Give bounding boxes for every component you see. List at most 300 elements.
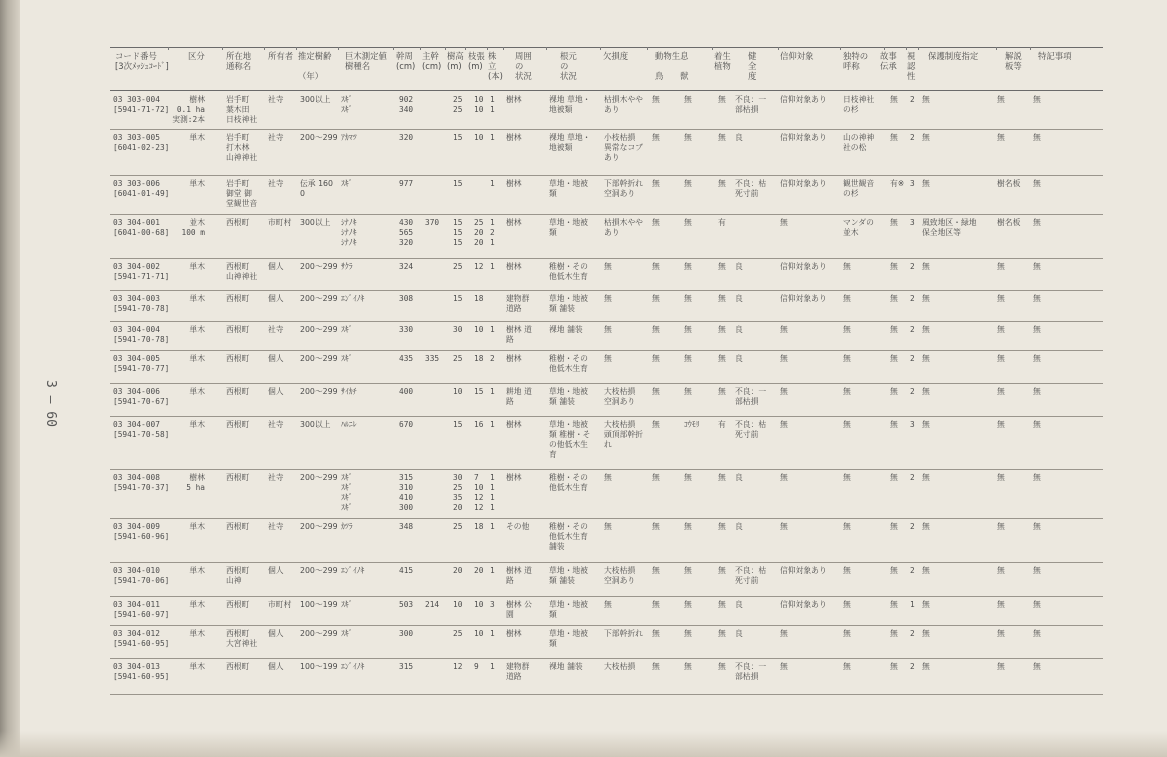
row-divider	[110, 214, 1103, 215]
cell-location: 西根町	[226, 522, 250, 531]
cell-location: 岩手町 御堂 御 堂観世音	[226, 179, 258, 208]
cell-epi: 無	[718, 662, 726, 671]
cell-bird: 無	[652, 473, 660, 482]
cell-owner: 個人	[268, 262, 284, 271]
cell-uname: 無	[843, 522, 851, 531]
cell-girth: 300	[399, 629, 414, 638]
cell-prot: 無	[922, 294, 930, 303]
cell-epi: 無	[718, 294, 726, 303]
cell-age: 200～299	[300, 566, 338, 575]
cell-age: 200～299	[300, 629, 338, 638]
cell-notes: 無	[1033, 354, 1041, 363]
cell-legend: 無	[890, 133, 898, 142]
cell-spread: 18	[474, 522, 484, 531]
row-divider	[110, 469, 1103, 470]
cell-surround: 樹林	[506, 95, 522, 104]
cell-prot: 風致地区・緑地 保全地区等	[922, 218, 977, 237]
cell-stock: 1 2 1	[490, 218, 495, 247]
cell-beast: 無	[684, 325, 692, 334]
cell-sign: 無	[997, 600, 1005, 609]
cell-prot: 無	[922, 262, 930, 271]
cell-surround: 樹林	[506, 218, 522, 227]
cell-bird: 無	[652, 566, 660, 575]
cell-damage: 無	[604, 354, 612, 363]
cell-height: 10	[453, 387, 463, 396]
cell-age: 200～299	[300, 473, 338, 482]
cell-faith: 信仰対象あり	[780, 179, 827, 188]
cell-owner: 社寺	[268, 522, 284, 531]
cell-age: 100～199	[300, 600, 338, 609]
cell-beast: 無	[684, 522, 692, 531]
cell-visual: 3	[910, 179, 915, 188]
column-divider	[503, 47, 504, 50]
cell-uname: 無	[843, 387, 851, 396]
cell-sign: 無	[997, 354, 1005, 363]
cell-sign: 無	[997, 473, 1005, 482]
cell-prot: 無	[922, 473, 930, 482]
column-divider	[168, 47, 169, 50]
cell-spread: 25 20 20	[474, 218, 484, 247]
cell-height: 15	[453, 294, 463, 303]
column-divider	[393, 47, 394, 50]
column-divider	[296, 47, 297, 50]
cell-surround: 耕地 道 路	[506, 387, 532, 406]
cell-spread: 18	[474, 354, 484, 363]
cell-owner: 個人	[268, 294, 284, 303]
cell-root: 稚樹・その 他低木生育 舗装	[549, 522, 588, 551]
page-number: 3 — 60	[43, 380, 58, 427]
cell-legend: 無	[890, 218, 898, 227]
header-top-rule	[110, 47, 1103, 48]
cell-health: 良	[735, 600, 743, 609]
cell-damage: 枯損木やや あり	[604, 95, 643, 114]
cell-height: 25	[453, 629, 463, 638]
cell-stock: 1	[490, 133, 495, 142]
cell-height: 15	[453, 420, 463, 429]
cell-visual: 2	[910, 95, 915, 104]
cell-uname: 無	[843, 473, 851, 482]
cell-epi: 有	[718, 218, 726, 227]
cell-girth: 902 340	[399, 95, 414, 114]
cell-kubun: 単木	[189, 600, 205, 609]
cell-beast: 無	[684, 218, 692, 227]
cell-age: 200～299	[300, 294, 338, 303]
cell-sign: 樹名板	[997, 179, 1021, 188]
cell-health: 不良：一 部枯損	[735, 95, 767, 114]
cell-damage: 枯損木やや あり	[604, 218, 643, 237]
cell-age: 200～299	[300, 262, 338, 271]
cell-girth: 330	[399, 325, 414, 334]
cell-epi: 有	[718, 420, 726, 429]
cell-species: ﾊﾙﾆﾚ	[341, 420, 357, 429]
cell-visual: 2	[910, 294, 915, 303]
cell-epi: 無	[718, 629, 726, 638]
cell-beast: 無	[684, 387, 692, 396]
header-species: 巨木測定値 樹種名	[345, 51, 387, 71]
cell-kubun: 並木 100 m	[181, 218, 205, 237]
cell-notes: 無	[1033, 95, 1041, 104]
cell-damage: 大枝枯損	[604, 662, 636, 671]
row-divider	[110, 518, 1103, 519]
cell-beast: 無	[684, 294, 692, 303]
cell-root: 裸地 草地・ 地被類	[549, 95, 591, 114]
cell-faith: 無	[780, 354, 788, 363]
cell-visual: 2	[910, 325, 915, 334]
cell-beast: 無	[684, 662, 692, 671]
cell-main: 335	[425, 354, 440, 363]
cell-age: 200～299	[300, 354, 338, 363]
cell-notes: 無	[1033, 662, 1041, 671]
header-signboard: 解説 板等	[1005, 51, 1022, 71]
cell-owner: 個人	[268, 629, 284, 638]
cell-owner: 社寺	[268, 420, 284, 429]
cell-uname: 無	[843, 354, 851, 363]
cell-code: 03 304-002 [5941-71-71]	[113, 262, 170, 281]
cell-location: 西根町	[226, 387, 250, 396]
cell-prot: 無	[922, 354, 930, 363]
cell-location: 西根町	[226, 325, 250, 334]
cell-main: 370	[425, 218, 440, 227]
cell-kubun: 単木	[189, 566, 205, 575]
cell-health: 不良：枯 死寸前	[735, 420, 767, 439]
cell-stock: 1	[490, 629, 495, 638]
column-divider	[918, 47, 919, 50]
cell-height: 30	[453, 325, 463, 334]
cell-legend: 無	[890, 387, 898, 396]
cell-kubun: 単木	[189, 262, 205, 271]
header-girth: 幹周 (cm)	[396, 51, 416, 71]
cell-species: ｻｸﾗ	[341, 262, 353, 271]
cell-code: 03 304-011 [5941-60-97]	[113, 600, 170, 619]
cell-bird: 無	[652, 387, 660, 396]
cell-legend: 無	[890, 354, 898, 363]
cell-owner: 市町村	[268, 600, 292, 609]
row-divider	[110, 129, 1103, 130]
column-divider	[1030, 47, 1031, 50]
cell-spread: 20	[474, 566, 484, 575]
cell-owner: 社寺	[268, 133, 284, 142]
cell-faith: 無	[780, 662, 788, 671]
column-divider	[712, 47, 713, 50]
cell-sign: 樹名板	[997, 218, 1021, 227]
cell-faith: 無	[780, 473, 788, 482]
cell-code: 03 304-006 [5941-70-67]	[113, 387, 170, 406]
cell-notes: 無	[1033, 600, 1041, 609]
cell-damage: 小枝枯損 異常なコブ あり	[604, 133, 643, 162]
header-kubun: 区分	[188, 51, 205, 61]
header-root: 根元 の 状況	[560, 51, 577, 81]
cell-root: 草地・地被 類 舗装	[549, 566, 588, 585]
cell-legend: 無	[890, 629, 898, 638]
cell-spread: 15	[474, 387, 484, 396]
cell-spread: 12	[474, 262, 484, 271]
cell-visual: 1	[910, 600, 915, 609]
cell-root: 稚樹・その 他低木生育	[549, 354, 588, 373]
cell-prot: 無	[922, 133, 930, 142]
cell-girth: 324	[399, 262, 414, 271]
cell-height: 12	[453, 662, 463, 671]
row-divider	[110, 321, 1103, 322]
cell-girth: 348	[399, 522, 414, 531]
header-bottom-rule	[110, 90, 1103, 91]
cell-surround: 樹林	[506, 420, 522, 429]
cell-height: 25	[453, 262, 463, 271]
cell-girth: 400	[399, 387, 414, 396]
cell-sign: 無	[997, 133, 1005, 142]
cell-kubun: 単木	[189, 179, 205, 188]
cell-age: 200～299	[300, 133, 338, 142]
cell-surround: 樹林	[506, 629, 522, 638]
cell-beast: 無	[684, 354, 692, 363]
cell-girth: 320	[399, 133, 414, 142]
cell-faith: 無	[780, 387, 788, 396]
cell-bird: 無	[652, 262, 660, 271]
cell-owner: 市町村	[268, 218, 292, 227]
header-visual: 視 認 性	[907, 51, 916, 81]
cell-legend: 無	[890, 325, 898, 334]
cell-code: 03 304-010 [5941-70-06]	[113, 566, 170, 585]
cell-prot: 無	[922, 420, 930, 429]
cell-surround: 樹林 道 路	[506, 325, 532, 344]
cell-epi: 無	[718, 522, 726, 531]
row-divider	[110, 175, 1103, 176]
cell-legend: 有※	[890, 179, 905, 188]
cell-age: 300以上	[300, 420, 331, 429]
cell-root: 裸地 舗装	[549, 662, 583, 671]
cell-species: ｽｷﾞ	[341, 354, 353, 363]
cell-girth: 503	[399, 600, 414, 609]
cell-kubun: 単木	[189, 133, 205, 142]
cell-sign: 無	[997, 566, 1005, 575]
cell-health: 不良：一 部枯損	[735, 662, 767, 681]
cell-uname: 無	[843, 662, 851, 671]
cell-stock: 1	[490, 387, 495, 396]
cell-location: 西根町 大宮神社	[226, 629, 258, 648]
cell-code: 03 303-005 [6041-02-23]	[113, 133, 170, 152]
column-divider	[996, 47, 997, 50]
cell-age: 伝承 160 0	[300, 179, 333, 198]
cell-height: 25	[453, 354, 463, 363]
cell-surround: その他	[506, 522, 530, 531]
cell-prot: 無	[922, 662, 930, 671]
cell-root: 稚樹・その 他低木生育	[549, 262, 588, 281]
cell-health: 良	[735, 133, 743, 142]
cell-spread: 9	[474, 662, 479, 671]
cell-owner: 社寺	[268, 473, 284, 482]
cell-prot: 無	[922, 522, 930, 531]
cell-root: 稚樹・その 他低木生育	[549, 473, 588, 492]
cell-health: 良	[735, 522, 743, 531]
cell-location: 西根町 山神	[226, 566, 250, 585]
cell-visual: 2	[910, 133, 915, 142]
cell-visual: 2	[910, 354, 915, 363]
row-divider	[110, 658, 1103, 659]
cell-species: ｽｷﾞ	[341, 325, 353, 334]
cell-kubun: 単木	[189, 387, 205, 396]
cell-bird: 無	[652, 95, 660, 104]
cell-faith: 信仰対象あり	[780, 294, 827, 303]
cell-notes: 無	[1033, 179, 1041, 188]
cell-uname: 無	[843, 325, 851, 334]
cell-notes: 無	[1033, 566, 1041, 575]
cell-bird: 無	[652, 325, 660, 334]
cell-stock: 1	[490, 566, 495, 575]
header-notes: 特記事項	[1038, 51, 1072, 61]
column-divider	[338, 47, 339, 50]
cell-uname: 無	[843, 629, 851, 638]
cell-kubun: 単木	[189, 294, 205, 303]
cell-surround: 樹林	[506, 133, 522, 142]
column-divider	[445, 47, 446, 50]
cell-root: 草地・地被 類	[549, 179, 588, 198]
cell-health: 良	[735, 629, 743, 638]
cell-epi: 無	[718, 95, 726, 104]
cell-uname: マンダの 並木	[843, 218, 874, 237]
cell-owner: 社寺	[268, 179, 284, 188]
cell-code: 03 304-003 [5941-70-78]	[113, 294, 170, 313]
cell-damage: 無	[604, 262, 612, 271]
cell-surround: 建物群 道路	[506, 662, 530, 681]
book-spine-shadow	[0, 0, 20, 757]
cell-stock: 1	[490, 662, 495, 671]
column-divider	[420, 47, 421, 50]
cell-damage: 大枝枯損 頭頂部幹折 れ	[604, 420, 643, 449]
cell-spread: 18	[474, 294, 484, 303]
cell-girth: 977	[399, 179, 414, 188]
cell-epi: 無	[718, 600, 726, 609]
row-divider	[110, 383, 1103, 384]
cell-kubun: 単木	[189, 629, 205, 638]
cell-legend: 無	[890, 600, 898, 609]
cell-height: 15	[453, 179, 463, 188]
cell-health: 良	[735, 473, 743, 482]
cell-kubun: 樹林 0.1 ha 実測:2本	[172, 95, 205, 124]
cell-species: ｽｷﾞ	[341, 629, 353, 638]
cell-visual: 2	[910, 387, 915, 396]
cell-code: 03 304-013 [5941-60-95]	[113, 662, 170, 681]
cell-faith: 無	[780, 218, 788, 227]
cell-girth: 435	[399, 354, 414, 363]
cell-girth: 308	[399, 294, 414, 303]
cell-uname: 無	[843, 600, 851, 609]
cell-stock: 1	[490, 522, 495, 531]
cell-owner: 個人	[268, 354, 284, 363]
cell-epi: 無	[718, 387, 726, 396]
cell-kubun: 樹林 5 ha	[186, 473, 205, 492]
cell-uname: 日枝神社 の杉	[843, 95, 875, 114]
cell-notes: 無	[1033, 387, 1041, 396]
cell-beast: 無	[684, 473, 692, 482]
cell-prot: 無	[922, 95, 930, 104]
column-divider	[840, 47, 841, 50]
cell-faith: 無	[780, 522, 788, 531]
cell-kubun: 単木	[189, 420, 205, 429]
cell-stock: 1	[490, 262, 495, 271]
cell-code: 03 304-009 [5941-60-96]	[113, 522, 170, 541]
cell-girth: 670	[399, 420, 414, 429]
row-divider	[110, 350, 1103, 351]
cell-code: 03 304-007 [5941-70-58]	[113, 420, 170, 439]
cell-surround: 樹林	[506, 473, 522, 482]
header-fauna: 動物生息 鳥 獣	[655, 51, 689, 81]
cell-surround: 樹林 公 園	[506, 600, 532, 619]
cell-sign: 無	[997, 629, 1005, 638]
cell-sign: 無	[997, 662, 1005, 671]
cell-legend: 無	[890, 294, 898, 303]
cell-spread: 10	[474, 133, 484, 142]
cell-girth: 415	[399, 566, 414, 575]
cell-damage: 無	[604, 600, 612, 609]
cell-owner: 社寺	[268, 325, 284, 334]
cell-location: 岩手町 葉木田 日枝神社	[226, 95, 258, 124]
header-height: 樹高 (m)	[447, 51, 464, 71]
cell-notes: 無	[1033, 522, 1041, 531]
cell-species: ｽｷﾞ ｽｷﾞ ｽｷﾞ ｽｷﾞ	[341, 473, 353, 512]
cell-owner: 個人	[268, 662, 284, 671]
cell-faith: 無	[780, 629, 788, 638]
column-divider	[264, 47, 265, 50]
cell-sign: 無	[997, 420, 1005, 429]
cell-age: 300以上	[300, 95, 331, 104]
cell-beast: 無	[684, 95, 692, 104]
cell-visual: 2	[910, 473, 915, 482]
header-code: コード番号 [3次ﾒｯｼｭｺｰﾄﾞ]	[115, 51, 169, 71]
cell-code: 03 304-012 [5941-60-95]	[113, 629, 170, 648]
cell-beast: 無	[684, 133, 692, 142]
cell-visual: 3	[910, 420, 915, 429]
cell-legend: 無	[890, 522, 898, 531]
cell-health: 良	[735, 294, 743, 303]
cell-prot: 無	[922, 387, 930, 396]
cell-damage: 大枝枯損 空洞あり	[604, 387, 636, 406]
page-edge-shade	[0, 731, 1167, 757]
cell-spread: 10	[474, 325, 484, 334]
cell-location: 西根町	[226, 218, 250, 227]
cell-age: 200～299	[300, 325, 338, 334]
cell-bird: 無	[652, 218, 660, 227]
column-divider	[778, 47, 779, 50]
header-health: 健 全 度	[748, 51, 757, 81]
cell-age: 200～299	[300, 522, 338, 531]
cell-surround: 樹林	[506, 179, 522, 188]
column-divider	[222, 47, 223, 50]
cell-epi: 無	[718, 473, 726, 482]
cell-spread: 10	[474, 600, 484, 609]
row-divider	[110, 258, 1103, 259]
cell-bird: 無	[652, 294, 660, 303]
header-damage: 欠損度	[603, 51, 629, 61]
cell-surround: 樹林	[506, 354, 522, 363]
cell-code: 03 303-004 [5941-71-72]	[113, 95, 170, 114]
row-divider	[110, 416, 1103, 417]
cell-stock: 1	[490, 325, 495, 334]
cell-uname: 無	[843, 420, 851, 429]
cell-location: 岩手町 打木林 山神神社	[226, 133, 258, 162]
cell-epi: 無	[718, 133, 726, 142]
header-stock: 株 立 (本)	[488, 51, 503, 81]
cell-code: 03 303-006 [6041-01-49]	[113, 179, 170, 198]
cell-surround: 建物群 道路	[506, 294, 530, 313]
cell-root: 裸地 草地・ 地被類	[549, 133, 591, 152]
cell-prot: 無	[922, 600, 930, 609]
cell-root: 草地・地被 類	[549, 218, 588, 237]
cell-location: 西根町 山神神社	[226, 262, 258, 281]
cell-health: 不良：一 部枯損	[735, 387, 767, 406]
cell-stock: 1	[490, 420, 495, 429]
cell-girth: 430 565 320	[399, 218, 414, 247]
cell-legend: 無	[890, 420, 898, 429]
cell-bird: 無	[652, 522, 660, 531]
